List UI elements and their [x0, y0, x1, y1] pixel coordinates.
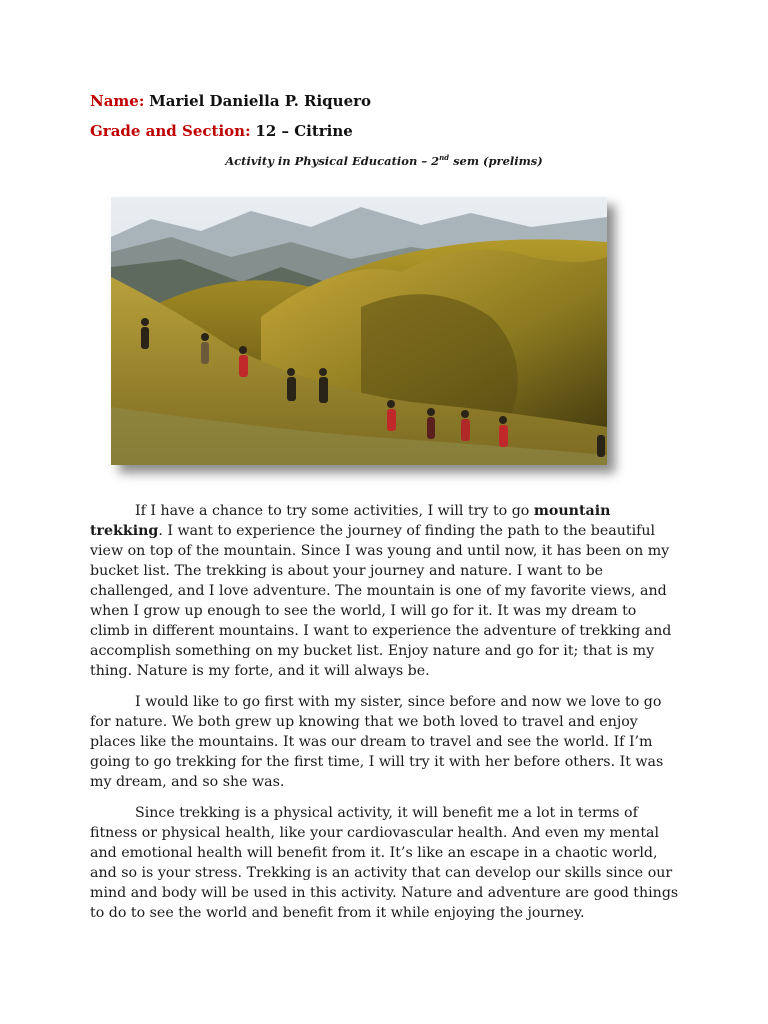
- activity-subtitle: [0, 153, 768, 168]
- p1-text-end: . I want to experience the journey of finding the path to the beautiful view on top of the mountain. Since I was young and until now, it has been on my bucket list. The trekking is about your journey and nature. I want to be challenged, and I love adventure. The mountain is one of my favorite views, and when I grow up enough to see the world, I will go for it. It was my dream to climb in different mountains. I want to experience the adventure of trekking and accomplish something on my bucket list. Enjoy nature and go for it; that is my thing. Nature is my forte, and it will always be.: [90, 523, 672, 679]
- p1-bold-text: mountain trekking: [90, 503, 611, 539]
- name-value: Mariel Daniella P. Riquero: [149, 92, 372, 110]
- grade-section-value: 12 – Citrine: [255, 122, 353, 140]
- paragraph-3: [90, 803, 680, 923]
- subtitle-text: Activity in Physical Education – 2: [225, 153, 440, 168]
- subtitle-superscript: nd: [439, 153, 450, 162]
- mountain-trekking-photo: [111, 197, 607, 465]
- name-label: Name:: [90, 92, 145, 110]
- p1-text-start: If I have a chance to try some activities, I will try to go: [135, 503, 534, 519]
- subtitle-text-end: sem (prelims): [449, 153, 543, 168]
- paragraph-1: [90, 501, 680, 681]
- grade-section-line: [90, 122, 353, 140]
- photo-illustration: [111, 197, 607, 465]
- name-line: [90, 92, 371, 110]
- p2-text: I would like to go first with my sister, since before and now we love to go for nature. We both grew up knowing that we both loved to travel and enjoy places like the mountains. It was our dream to travel and see the world. If I’m going to go trekking for the first time, I will try it with her before others. It was my dream, and so she was.: [90, 694, 664, 790]
- p3-text: Since trekking is a physical activity, it will benefit me a lot in terms of fitness or physical health, like your cardiovascular health. And even my mental and emotional health will benefit from it. It’s like an escape in a chaotic world, and so is your stress. Trekking is an activity that can develop our skills since our mind and body will be used in this activity. Nature and adventure are good things to do to see the world and benefit from it while enjoying the journey.: [90, 805, 679, 921]
- paragraph-2: [90, 692, 680, 792]
- grade-section-label: Grade and Section:: [90, 122, 251, 140]
